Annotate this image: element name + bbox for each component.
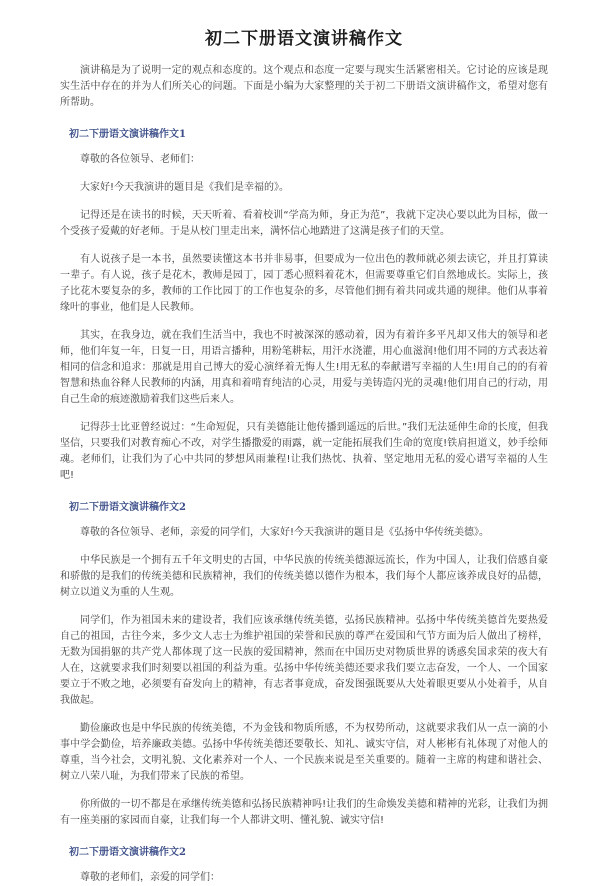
paragraph: 大家好!今天我演讲的题目是《我们是幸福的》。 <box>80 182 290 193</box>
paragraph: 尊敬的老师们，亲爱的同学们： <box>80 872 220 883</box>
section-heading: 初二下册语文演讲稿作文1 <box>69 129 186 140</box>
paragraph: 同学们，作为祖国未来的建设者，我们应该承继传统美德，弘扬民族精神。弘扬中华传统美德首先要热爱自己的祖国，古往今来，多少文人志士为维护祖国的荣誉和民族的尊严在爱国和气节方面为后人做出了榜样，无数为国捐躯的共产党人都体现了这一民族的爱国精神，然而在中国历史对物质世界的诱惑矣国求荣的夜大有人在，这就要求我们时刻要以祖国的利益为重。弘扬中华传统美德还要求我们要立志奋发，一个人、一个国家要立于不败之地，必须要有奋发向上的精神，有志者事竟成，奋发图强既要从大处着眼更要从小处着手，从自我做起。 <box>60 615 548 706</box>
paragraph: 尊敬的各位领导、老师们： <box>80 154 200 165</box>
section-heading: 初二下册语文演讲稿作文2 <box>69 847 186 858</box>
section-heading: 初二下册语文演讲稿作文2 <box>69 502 186 513</box>
page-title: 初二下册语文演讲稿作文 <box>205 29 403 49</box>
intro-paragraph: 演讲稿是为了说明一定的观点和态度的。这个观点和态度一定要与现实生活紧密相关。它讨论的应该是现实生活中存在的并为人们所关心的问题。下面是小编为大家整理的关于初二下册语文演讲稿作文，希望对您有所帮助。 <box>60 65 548 108</box>
paragraph: 其实，在我身边，就在我们生活当中，我也不时被深深的感动着，因为有着许多平凡却又伟大的领导和老师，他们年复一年，日复一日，用语言播种，用粉笔耕耘，用汗水浇灌，用心血滋润!他们用不同的方式表达着相同的信念和追求：那就是用自己博大的爱心演绎着无悔人生!用无私的奉献谱写幸福的人生!用自己的的有着智慧和热血谷释人民教师的内涵，用真和着啃育纯洁的心灵，用爱与美铸造闪光的灵魂!他们用自己的行动，用自己生命的痕迹激励着我们这些后来人。 <box>60 330 548 405</box>
paragraph: 勤俭廉政也是中华民族的传统美德，不为金钱和物质所感，不为权势所动，这就要求我们从一点一滴的小事中学会勤俭，培养廉政美德。弘扬中华传统美德还要敬长、知礼、诚实守信，对人彬彬有礼体现了对他人的尊重，当今社会，文明礼貌、文化素养对一个人、一个民族来说是至关重要的。随着一主席的构建和谐社会、树立八荣八耻，为我们带来了民族的希望。 <box>60 723 548 782</box>
paragraph: 记得莎士比亚曾经说过：“生命短促，只有美德能让他传播到遥远的后世。”我们无法延伸生命的长度，但我坚信，只要我们对教育痴心不改，对学生播撒爱的雨露，就一定能拓展我们生命的宽度!铁肩担道义，妙手绘师魂。老师们，让我们为了心中共同的梦想风雨兼程!让我们热忱、执着、坚定地用无私的爱心谱写幸福的人生吧! <box>60 422 548 481</box>
paragraph: 尊敬的各位领导、老师，亲爱的同学们，大家好!今天我演讲的题目是《弘扬中华传统美德》。 <box>80 527 490 538</box>
paragraph: 你所做的一切不都是在承继传统美德和弘扬民族精神吗!让我们的生命焕发美德和精神的光彩，让我们为拥有一座美丽的家园而自豪，让我们每一个人都讲文明、懂礼貌、诚实守信! <box>60 799 548 826</box>
paragraph: 记得还是在读书的时候，天天听着、看着校训“学高为师，身正为范”，我就下定决心要以此为目标，做一个受孩子爱戴的好老师。于是从校门里走出来，满怀信心地踏进了这满是孩子们的天堂。 <box>60 210 548 237</box>
paragraph: 有人说孩子是一本书，虽然要读懂这本书并非易事，但要成为一位出色的教师就必须去读它，并且打算读一辈子。有人说，孩子是花木，教师是园丁，园丁悉心照料着花木，但需要尊重它们自然地成长。实际上，孩子比花木要复杂的多，教师的工作比园丁的工作也复杂的多，尽管他们拥有着共同或共通的规律。他们从事着缘叶的事业，他们是人民教师。 <box>60 254 548 313</box>
paragraph: 中华民族是一个拥有五千年文明史的古国，中华民族的传统美德源远流长，作为中国人，让我们倍感自豪和骄傲的是我们的传统美德和民族精神，我们的传统美德以德作为根本，我们每个人都应该养成良好的品德，树立以道义为重的人生观。 <box>60 555 548 598</box>
